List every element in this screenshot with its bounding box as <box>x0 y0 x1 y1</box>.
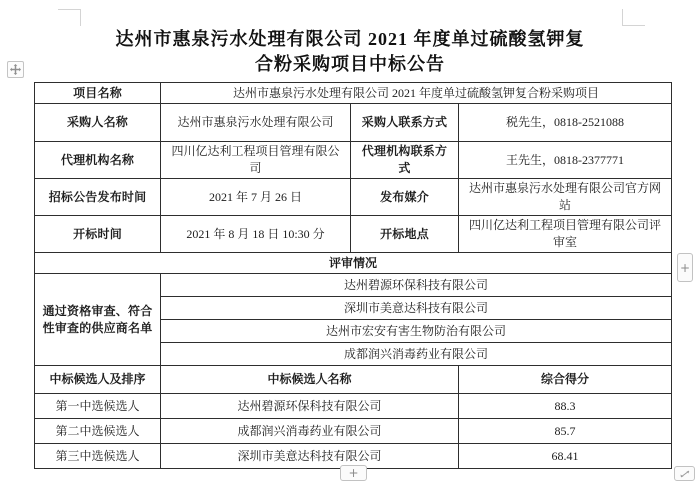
purchaser-name-value: 达州市惠泉污水处理有限公司 <box>161 104 351 142</box>
table-resize-handle[interactable] <box>674 466 695 481</box>
insert-row-button[interactable]: + <box>340 465 367 481</box>
candidate-2-rank: 第二中选候选人 <box>35 419 161 444</box>
candidate-score-header: 综合得分 <box>459 366 672 394</box>
table-row-supplier <box>35 274 672 297</box>
publish-media-value: 达州市惠泉污水处理有限公司官方网站 <box>459 179 672 216</box>
text-boundary-mark-top-right <box>622 9 645 26</box>
bid-opening-time-label: 开标时间 <box>35 216 161 253</box>
table-row-candidate-2 <box>35 419 672 444</box>
page-title-line2: 合粉采购项目中标公告 <box>255 54 445 74</box>
table-row-purchaser <box>35 104 672 142</box>
candidate-2-score: 85.7 <box>459 419 672 444</box>
candidate-rank-header: 中标候选人及排序 <box>35 366 161 394</box>
candidate-1-name: 达州碧源环保科技有限公司 <box>161 394 459 419</box>
four-way-arrows-icon <box>10 64 21 75</box>
table-row-project <box>35 83 672 104</box>
qualified-supplier-1: 达州碧源环保科技有限公司 <box>161 274 672 297</box>
project-name-label: 项目名称 <box>35 83 161 104</box>
table-row-agency <box>35 142 672 179</box>
project-name-value: 达州市惠泉污水处理有限公司 2021 年度单过硫酸氢钾复合粉采购项目 <box>161 83 672 104</box>
publish-media-label: 发布媒介 <box>351 179 459 216</box>
purchaser-contact-label: 采购人联系方式 <box>351 104 459 142</box>
purchaser-name-label: 采购人名称 <box>35 104 161 142</box>
agency-name-value: 四川亿达利工程项目管理有限公司 <box>161 142 351 179</box>
qualified-supplier-3: 达州市宏安有害生物防治有限公司 <box>161 320 672 343</box>
table-row-bid-opening <box>35 216 672 253</box>
candidate-1-score: 88.3 <box>459 394 672 419</box>
page-title-line1: 达州市惠泉污水处理有限公司 2021 年度单过硫酸氢钾复 <box>115 29 585 49</box>
table-row-candidate-header <box>35 366 672 394</box>
candidate-3-name: 深圳市美意达科技有限公司 <box>161 444 459 469</box>
table-row-announcement <box>35 179 672 216</box>
agency-contact-value: 王先生，0818-2377771 <box>459 142 672 179</box>
bid-announcement-table <box>34 82 672 469</box>
bid-opening-place-value: 四川亿达利工程项目管理有限公司评审室 <box>459 216 672 253</box>
purchaser-contact-value: 税先生，0818-2521088 <box>459 104 672 142</box>
candidate-name-header: 中标候选人名称 <box>161 366 459 394</box>
qualified-supplier-4: 成都润兴消毒药业有限公司 <box>161 343 672 366</box>
bid-opening-place-label: 开标地点 <box>351 216 459 253</box>
bid-opening-time-value: 2021 年 8 月 18 日 10:30 分 <box>161 216 351 253</box>
announcement-time-value: 2021 年 7 月 26 日 <box>161 179 351 216</box>
qualified-supplier-2: 深圳市美意达科技有限公司 <box>161 297 672 320</box>
table-row-candidate-1 <box>35 394 672 419</box>
agency-name-label: 代理机构名称 <box>35 142 161 179</box>
diagonal-resize-icon <box>680 470 690 478</box>
review-section-title: 评审情况 <box>35 253 672 274</box>
table-row-review-title <box>35 253 672 274</box>
page-title <box>40 27 660 77</box>
candidate-3-score: 68.41 <box>459 444 672 469</box>
insert-column-button[interactable]: + <box>677 253 693 282</box>
candidate-3-rank: 第三中选候选人 <box>35 444 161 469</box>
candidate-1-rank: 第一中选候选人 <box>35 394 161 419</box>
table-move-handle[interactable] <box>7 61 24 78</box>
candidate-2-name: 成都润兴消毒药业有限公司 <box>161 419 459 444</box>
agency-contact-label: 代理机构联系方式 <box>351 142 459 179</box>
text-boundary-mark-top-left <box>58 9 81 26</box>
qualified-suppliers-label: 通过资格审查、符合性审查的供应商名单 <box>35 274 161 366</box>
announcement-time-label: 招标公告发布时间 <box>35 179 161 216</box>
